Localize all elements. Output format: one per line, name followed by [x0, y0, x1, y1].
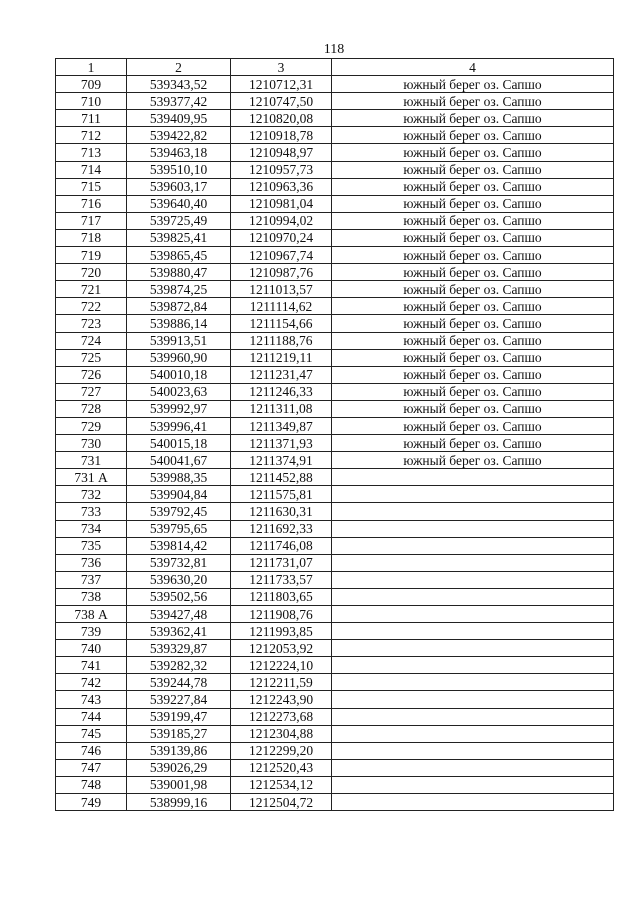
x-coordinate-cell: 539872,84	[127, 298, 231, 315]
table-row	[56, 349, 614, 366]
point-number-cell: 740	[56, 640, 127, 657]
table-row	[56, 452, 614, 469]
description-cell	[332, 623, 614, 640]
x-coordinate-cell: 539199,47	[127, 708, 231, 725]
y-coordinate-cell: 1210747,50	[231, 93, 332, 110]
x-coordinate-cell: 540041,67	[127, 452, 231, 469]
point-number-cell: 724	[56, 332, 127, 349]
table-body	[56, 76, 614, 811]
table-row	[56, 537, 614, 554]
table-row	[56, 725, 614, 742]
point-number-cell: 714	[56, 161, 127, 178]
x-coordinate-cell: 539725,49	[127, 212, 231, 229]
x-coordinate-cell: 539422,82	[127, 127, 231, 144]
table-row	[56, 657, 614, 674]
table-row	[56, 212, 614, 229]
x-coordinate-cell: 539992,97	[127, 400, 231, 417]
header-col-4: 4	[332, 59, 614, 76]
table-row	[56, 93, 614, 110]
point-number-cell: 731 А	[56, 469, 127, 486]
x-coordinate-cell: 539996,41	[127, 417, 231, 434]
y-coordinate-cell: 1212504,72	[231, 794, 332, 811]
table-row	[56, 640, 614, 657]
x-coordinate-cell: 539362,41	[127, 623, 231, 640]
x-coordinate-cell: 539865,45	[127, 247, 231, 264]
table-row	[56, 623, 614, 640]
point-number-cell: 716	[56, 195, 127, 212]
description-cell	[332, 554, 614, 571]
x-coordinate-cell: 539792,45	[127, 503, 231, 520]
table-row	[56, 742, 614, 759]
table-row	[56, 417, 614, 434]
point-number-cell: 733	[56, 503, 127, 520]
y-coordinate-cell: 1212243,90	[231, 691, 332, 708]
table-row	[56, 503, 614, 520]
x-coordinate-cell: 539409,95	[127, 110, 231, 127]
point-number-cell: 747	[56, 759, 127, 776]
table-row	[56, 674, 614, 691]
x-coordinate-cell: 539244,78	[127, 674, 231, 691]
y-coordinate-cell: 1212224,10	[231, 657, 332, 674]
point-number-cell: 715	[56, 178, 127, 195]
point-number-cell: 737	[56, 571, 127, 588]
x-coordinate-cell: 539795,65	[127, 520, 231, 537]
table-header-row	[56, 59, 614, 76]
description-cell: южный берег оз. Сапшо	[332, 383, 614, 400]
x-coordinate-cell: 539732,81	[127, 554, 231, 571]
description-cell	[332, 794, 614, 811]
point-number-cell: 731	[56, 452, 127, 469]
x-coordinate-cell: 539825,41	[127, 229, 231, 246]
y-coordinate-cell: 1212520,43	[231, 759, 332, 776]
description-cell: южный берег оз. Сапшо	[332, 76, 614, 93]
x-coordinate-cell: 539640,40	[127, 195, 231, 212]
point-number-cell: 736	[56, 554, 127, 571]
x-coordinate-cell: 539603,17	[127, 178, 231, 195]
y-coordinate-cell: 1211311,08	[231, 400, 332, 417]
y-coordinate-cell: 1211908,76	[231, 606, 332, 623]
y-coordinate-cell: 1210967,74	[231, 247, 332, 264]
table-row	[56, 195, 614, 212]
table-row	[56, 606, 614, 623]
y-coordinate-cell: 1211219,11	[231, 349, 332, 366]
point-number-cell: 743	[56, 691, 127, 708]
description-cell: южный берег оз. Сапшо	[332, 435, 614, 452]
description-cell	[332, 588, 614, 605]
description-cell: южный берег оз. Сапшо	[332, 110, 614, 127]
description-cell: южный берег оз. Сапшо	[332, 127, 614, 144]
table-row	[56, 178, 614, 195]
description-cell	[332, 640, 614, 657]
point-number-cell: 748	[56, 776, 127, 793]
table-row	[56, 264, 614, 281]
description-cell	[332, 759, 614, 776]
description-cell	[332, 708, 614, 725]
description-cell: южный берег оз. Сапшо	[332, 144, 614, 161]
y-coordinate-cell: 1210987,76	[231, 264, 332, 281]
table-row	[56, 383, 614, 400]
description-cell: южный берег оз. Сапшо	[332, 452, 614, 469]
point-number-cell: 739	[56, 623, 127, 640]
description-cell: южный берег оз. Сапшо	[332, 161, 614, 178]
point-number-cell: 738 А	[56, 606, 127, 623]
x-coordinate-cell: 539960,90	[127, 349, 231, 366]
description-cell	[332, 486, 614, 503]
table-row	[56, 366, 614, 383]
y-coordinate-cell: 1212273,68	[231, 708, 332, 725]
table-row	[56, 435, 614, 452]
y-coordinate-cell: 1211993,85	[231, 623, 332, 640]
y-coordinate-cell: 1210963,36	[231, 178, 332, 195]
description-cell: южный берег оз. Сапшо	[332, 366, 614, 383]
description-cell: южный берег оз. Сапшо	[332, 178, 614, 195]
description-cell: южный берег оз. Сапшо	[332, 332, 614, 349]
point-number-cell: 745	[56, 725, 127, 742]
x-coordinate-cell: 540015,18	[127, 435, 231, 452]
x-coordinate-cell: 539227,84	[127, 691, 231, 708]
x-coordinate-cell: 539282,32	[127, 657, 231, 674]
y-coordinate-cell: 1210820,08	[231, 110, 332, 127]
table-row	[56, 298, 614, 315]
x-coordinate-cell: 539139,86	[127, 742, 231, 759]
x-coordinate-cell: 539329,87	[127, 640, 231, 657]
point-number-cell: 744	[56, 708, 127, 725]
table-row	[56, 571, 614, 588]
x-coordinate-cell: 539886,14	[127, 315, 231, 332]
table-row	[56, 469, 614, 486]
header-col-3: 3	[231, 59, 332, 76]
table-row	[56, 588, 614, 605]
point-number-cell: 725	[56, 349, 127, 366]
y-coordinate-cell: 1210994,02	[231, 212, 332, 229]
table-row	[56, 247, 614, 264]
table-row	[56, 110, 614, 127]
y-coordinate-cell: 1211349,87	[231, 417, 332, 434]
description-cell: южный берег оз. Сапшо	[332, 212, 614, 229]
point-number-cell: 720	[56, 264, 127, 281]
description-cell	[332, 691, 614, 708]
description-cell	[332, 674, 614, 691]
point-number-cell: 749	[56, 794, 127, 811]
y-coordinate-cell: 1212211,59	[231, 674, 332, 691]
y-coordinate-cell: 1210948,97	[231, 144, 332, 161]
header-col-2: 2	[127, 59, 231, 76]
point-number-cell: 730	[56, 435, 127, 452]
y-coordinate-cell: 1210981,04	[231, 195, 332, 212]
description-cell: южный берег оз. Сапшо	[332, 195, 614, 212]
x-coordinate-cell: 538999,16	[127, 794, 231, 811]
y-coordinate-cell: 1211452,88	[231, 469, 332, 486]
description-cell	[332, 571, 614, 588]
x-coordinate-cell: 539427,48	[127, 606, 231, 623]
x-coordinate-cell: 539814,42	[127, 537, 231, 554]
x-coordinate-cell: 539377,42	[127, 93, 231, 110]
table-row	[56, 708, 614, 725]
point-number-cell: 746	[56, 742, 127, 759]
y-coordinate-cell: 1211188,76	[231, 332, 332, 349]
y-coordinate-cell: 1210712,31	[231, 76, 332, 93]
description-cell: южный берег оз. Сапшо	[332, 417, 614, 434]
table-row	[56, 315, 614, 332]
x-coordinate-cell: 539913,51	[127, 332, 231, 349]
point-number-cell: 722	[56, 298, 127, 315]
description-cell	[332, 725, 614, 742]
y-coordinate-cell: 1211114,62	[231, 298, 332, 315]
description-cell	[332, 776, 614, 793]
x-coordinate-cell: 539001,98	[127, 776, 231, 793]
table-row	[56, 520, 614, 537]
table-row	[56, 281, 614, 298]
description-cell: южный берег оз. Сапшо	[332, 281, 614, 298]
y-coordinate-cell: 1211013,57	[231, 281, 332, 298]
y-coordinate-cell: 1211803,65	[231, 588, 332, 605]
table-row	[56, 161, 614, 178]
y-coordinate-cell: 1212299,20	[231, 742, 332, 759]
page-number: 118	[323, 42, 345, 57]
description-cell: южный берег оз. Сапшо	[332, 298, 614, 315]
y-coordinate-cell: 1211746,08	[231, 537, 332, 554]
x-coordinate-cell: 540010,18	[127, 366, 231, 383]
point-number-cell: 721	[56, 281, 127, 298]
table-row	[56, 691, 614, 708]
y-coordinate-cell: 1211154,66	[231, 315, 332, 332]
point-number-cell: 723	[56, 315, 127, 332]
x-coordinate-cell: 539630,20	[127, 571, 231, 588]
point-number-cell: 738	[56, 588, 127, 605]
header-col-1: 1	[56, 59, 127, 76]
description-cell: южный берег оз. Сапшо	[332, 247, 614, 264]
x-coordinate-cell: 540023,63	[127, 383, 231, 400]
y-coordinate-cell: 1212304,88	[231, 725, 332, 742]
point-number-cell: 727	[56, 383, 127, 400]
table-row	[56, 400, 614, 417]
y-coordinate-cell: 1212053,92	[231, 640, 332, 657]
x-coordinate-cell: 539502,56	[127, 588, 231, 605]
point-number-cell: 741	[56, 657, 127, 674]
x-coordinate-cell: 539904,84	[127, 486, 231, 503]
y-coordinate-cell: 1211371,93	[231, 435, 332, 452]
point-number-cell: 709	[56, 76, 127, 93]
y-coordinate-cell: 1211731,07	[231, 554, 332, 571]
point-number-cell: 726	[56, 366, 127, 383]
description-cell: южный берег оз. Сапшо	[332, 229, 614, 246]
y-coordinate-cell: 1211692,33	[231, 520, 332, 537]
y-coordinate-cell: 1211733,57	[231, 571, 332, 588]
table-row	[56, 127, 614, 144]
description-cell: южный берег оз. Сапшо	[332, 400, 614, 417]
point-number-cell: 729	[56, 417, 127, 434]
point-number-cell: 712	[56, 127, 127, 144]
table-row	[56, 229, 614, 246]
y-coordinate-cell: 1211246,33	[231, 383, 332, 400]
point-number-cell: 719	[56, 247, 127, 264]
table-row	[56, 76, 614, 93]
table-row	[56, 554, 614, 571]
point-number-cell: 742	[56, 674, 127, 691]
x-coordinate-cell: 539874,25	[127, 281, 231, 298]
description-cell: южный берег оз. Сапшо	[332, 93, 614, 110]
x-coordinate-cell: 539026,29	[127, 759, 231, 776]
x-coordinate-cell: 539510,10	[127, 161, 231, 178]
x-coordinate-cell: 539988,35	[127, 469, 231, 486]
y-coordinate-cell: 1210957,73	[231, 161, 332, 178]
description-cell: южный берег оз. Сапшо	[332, 315, 614, 332]
description-cell	[332, 657, 614, 674]
description-cell: южный берег оз. Сапшо	[332, 349, 614, 366]
y-coordinate-cell: 1211575,81	[231, 486, 332, 503]
description-cell	[332, 537, 614, 554]
table-row	[56, 794, 614, 811]
table-row	[56, 332, 614, 349]
point-number-cell: 711	[56, 110, 127, 127]
y-coordinate-cell: 1211630,31	[231, 503, 332, 520]
point-number-cell: 735	[56, 537, 127, 554]
table-row	[56, 759, 614, 776]
description-cell	[332, 742, 614, 759]
description-cell	[332, 520, 614, 537]
point-number-cell: 710	[56, 93, 127, 110]
x-coordinate-cell: 539880,47	[127, 264, 231, 281]
y-coordinate-cell: 1211231,47	[231, 366, 332, 383]
x-coordinate-cell: 539463,18	[127, 144, 231, 161]
table-row	[56, 144, 614, 161]
point-number-cell: 728	[56, 400, 127, 417]
description-cell	[332, 606, 614, 623]
y-coordinate-cell: 1210970,24	[231, 229, 332, 246]
point-number-cell: 734	[56, 520, 127, 537]
point-number-cell: 717	[56, 212, 127, 229]
description-cell	[332, 503, 614, 520]
point-number-cell: 718	[56, 229, 127, 246]
table-row	[56, 776, 614, 793]
x-coordinate-cell: 539343,52	[127, 76, 231, 93]
table-row	[56, 486, 614, 503]
y-coordinate-cell: 1211374,91	[231, 452, 332, 469]
point-number-cell: 713	[56, 144, 127, 161]
point-number-cell: 732	[56, 486, 127, 503]
y-coordinate-cell: 1210918,78	[231, 127, 332, 144]
description-cell: южный берег оз. Сапшо	[332, 264, 614, 281]
coordinates-table	[55, 58, 614, 811]
description-cell	[332, 469, 614, 486]
x-coordinate-cell: 539185,27	[127, 725, 231, 742]
y-coordinate-cell: 1212534,12	[231, 776, 332, 793]
